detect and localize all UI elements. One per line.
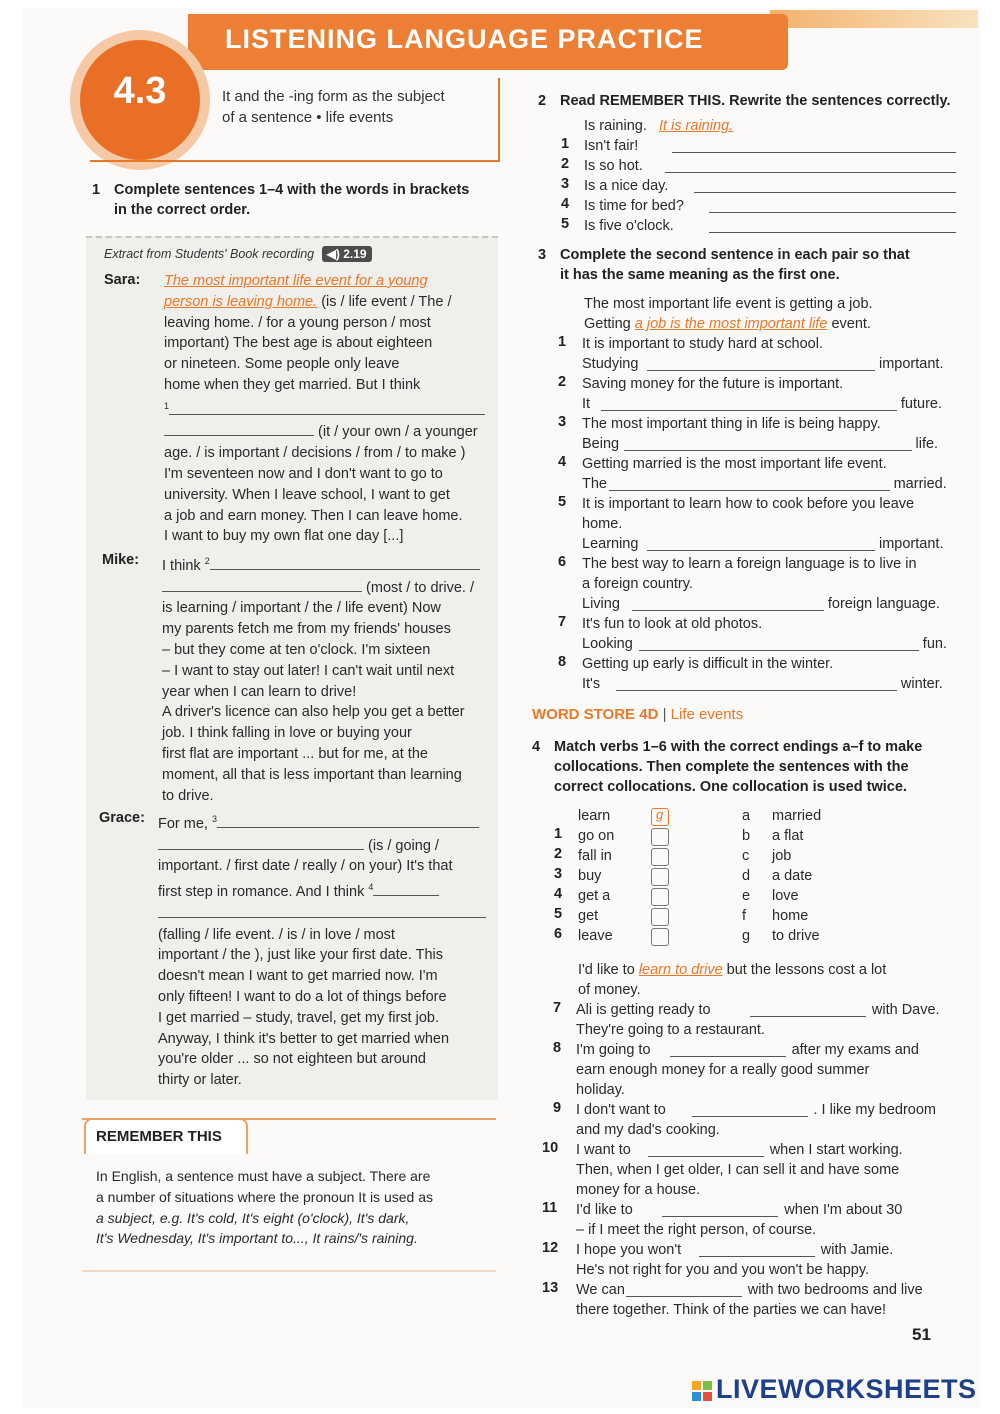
answer-line[interactable] [672,138,956,153]
instruction-text: Complete sentences 1–4 with the words in brackets [114,182,470,198]
sentence-number: 10 [542,1140,559,1156]
sentence-line: there together. Think of the parties we can have! [576,1302,887,1318]
passage-line: (it / your own / a younger [318,424,478,441]
sentence-post: with Dave. [871,1002,940,1018]
passage-line: year when I can learn to drive! [162,683,357,700]
passage-line: I want to buy my own flat one day [...] [164,528,404,545]
answer-line[interactable] [648,1142,764,1157]
item-text: Is five o'clock. [584,218,674,234]
subtitle-line: It and the -ing form as the subject [222,88,445,105]
word-store-label: WORD STORE 4D [532,706,659,723]
match-answer: g [656,807,664,822]
verb-number: 5 [554,906,563,922]
ending-letter: e [742,888,751,904]
verb-number: 3 [554,866,563,882]
track-number: 2.19 [343,247,367,261]
first-sentence: Saving money for the future is important. [582,376,844,392]
answer-line[interactable] [694,178,956,193]
verb-number: 2 [554,846,563,862]
item-number: 4 [558,454,567,470]
item-number: 3 [558,414,567,430]
verb: fall in [578,848,612,864]
answer-line[interactable] [639,636,919,651]
passage-line: you're older ... so not eighteen but around [158,1051,426,1068]
second-sentence-start: Looking [582,636,633,652]
sentence-pre: I want to [576,1142,631,1158]
passage-line: or nineteen. Some people only leave [164,356,400,373]
instruction-text: Complete the second sentence in each pair so that [560,247,910,263]
banner-fade [770,10,978,28]
exercise4-instruction [532,737,922,797]
passage-line: – I want to stay out later! I can't wait until next [162,662,455,679]
ending-letter: c [742,848,750,864]
page-title: LISTENING LANGUAGE PRACTICE [225,24,704,54]
word-store-heading [532,706,743,723]
passage-line: I think [162,557,201,574]
sentence-pre: I hope you won't [576,1242,682,1258]
rule-line: It's Wednesday, It's important to..., It rains/'s raining. [96,1230,418,1247]
exercise2-item [584,216,674,236]
second-sentence-end: foreign language. [827,596,940,612]
item-number: 2 [561,156,570,172]
second-sentence-start: It's [582,676,601,692]
sentence-line: – if I meet the right person, of course. [576,1222,817,1238]
match-box[interactable] [651,888,669,906]
exercise3-example-first: The most important life event is getting a job. [584,296,873,312]
passage-line: leaving home. / for a young person / most [164,314,431,331]
passage-line: (is / life event / The / [321,293,452,310]
verb: get [578,908,599,924]
item-number: 1 [558,334,567,350]
speaker-icon: ◀) [326,247,340,261]
answer-line[interactable] [699,1242,815,1257]
answer-line[interactable] [647,356,875,371]
example-answer: a job is the most important life [634,316,828,332]
exercise2-item [584,136,638,156]
example-post: but the lessons cost a lot [726,962,887,978]
passage-line: my parents fetch me from my friends' houses [162,621,451,638]
item-number: 5 [561,216,570,232]
gap-number: 1 [164,400,170,411]
exercise-number: 1 [92,182,101,198]
item-number: 7 [558,614,567,630]
instruction-text: collocations. Then complete the sentences with the [554,759,909,775]
second-sentence-start: Living [582,596,620,612]
item-number: 1 [561,136,570,152]
example-start: Getting [584,316,631,332]
item-text: Is time for bed? [584,198,684,214]
passage-line: first step in romance. And I think [158,884,365,901]
passage-line: thirty or later. [158,1072,242,1089]
sentence-number: 11 [542,1200,558,1216]
item-number: 2 [558,374,567,390]
passage-line: is learning / important / the / life event) Now [162,600,441,617]
second-sentence-end: fun. [922,636,947,652]
verb: go on [578,828,615,844]
verb: leave [578,928,613,944]
exercise2-example [584,116,733,136]
passage-line: important. / first date / really / on your) It's that [158,858,453,875]
sentence-post: after my exams and [791,1042,919,1058]
first-sentence: Getting married is the most important life event. [582,456,887,472]
grace-passage [158,809,494,1091]
gap-1-line[interactable] [169,400,485,415]
exercise2-item [584,176,668,196]
exercise4-example [578,960,886,980]
passage-line: important) The best age is about eighteen [164,335,433,352]
passage-line: A driver's licence can also help you get a better [162,704,465,721]
example-end: event. [831,316,871,332]
sentence-post: with Jamie. [820,1242,894,1258]
ending: love [772,888,799,904]
ending: to drive [772,928,820,944]
first-sentence: It's fun to look at old photos. [582,616,763,632]
remember-this-text [96,1166,488,1249]
instruction-text: Read REMEMBER THIS. Rewrite the sentences correctly. [560,93,951,109]
divider [90,160,500,162]
speaker-grace: Grace: [99,810,145,826]
answer-line[interactable] [647,536,875,551]
unit-number: 4.3 [113,70,167,112]
match-box[interactable] [651,828,669,846]
second-sentence-start: Learning [582,536,639,552]
exercise4-example-line2: of money. [578,982,641,998]
match-box[interactable] [651,848,669,866]
answer-line[interactable] [692,1102,808,1117]
subtitle-line: of a sentence • life events [222,109,394,126]
example-answer: learn to drive [638,962,723,978]
first-sentence: It is important to study hard at school. [582,336,823,352]
passage-line: (most / to drive. / [366,579,475,596]
word-store-topic: Life events [670,706,744,723]
answer-line[interactable] [626,1282,742,1297]
ending-letter: b [742,828,751,844]
sentence-number: 13 [542,1280,559,1296]
sentence-pre: I'm going to [576,1042,651,1058]
second-sentence-start: Studying [582,356,639,372]
passage-line: (is / going / [368,837,439,854]
first-sentence: The most important thing in life is being happy. [582,416,881,432]
ending-letter: d [742,868,751,884]
sentence-post: . I like my bedroom [813,1102,936,1118]
speaker-mike: Mike: [102,552,140,568]
passage-line: (falling / life event. / is / in love / most [158,926,395,943]
sentence-number: 7 [553,1000,562,1016]
passage-line: a job and earn money. Then I can leave home. [164,507,463,524]
answer-line[interactable] [670,1042,786,1057]
gap-number: 3 [211,814,217,824]
answer-line[interactable] [665,158,956,173]
sentence-line: earn enough money for a really good summer [576,1062,870,1078]
passage-line: doesn't mean I want to get married now. I'm [158,968,438,985]
gap-2-line[interactable] [210,555,480,570]
remember-this-title: REMEMBER THIS [96,1128,222,1145]
exercise-number: 2 [538,93,547,109]
ending-letter: g [742,928,751,944]
sentence-post: when I start working. [769,1142,903,1158]
sentence-post: when I'm about 30 [784,1202,903,1218]
item-text: Is a nice day. [584,178,669,194]
second-sentence-end: winter. [900,676,943,692]
exercise-number: 3 [538,247,547,263]
answer-line[interactable] [662,1202,778,1217]
sentence-pre: Ali is getting ready to [576,1002,711,1018]
passage-line: I'm seventeen now and I don't want to go to [164,466,443,482]
first-sentence: home. [582,516,623,532]
passage-line: important / the ), just like your first date. This [158,947,444,964]
lesson-subtitle [222,86,445,128]
exercise2-item [584,156,643,176]
ending: a date [772,868,813,884]
verb-number: 4 [554,886,563,902]
passage-line: Anyway, I think it's better to get married when [158,1030,450,1047]
verb: learn [578,808,611,824]
exercise1-instruction [92,180,469,220]
sentence-line: He's not right for you and you won't be happy. [576,1262,870,1278]
second-sentence-end: married. [893,476,947,492]
sara-answer[interactable]: person is leaving home. [164,293,318,310]
sara-passage [164,271,494,547]
first-sentence: The best way to learn a foreign language is to live in [582,556,917,572]
second-sentence-end: life. [915,436,939,452]
exercise3-example-second [584,314,871,334]
second-sentence-start: Being [582,436,620,452]
ending: married [772,808,822,824]
answer-line[interactable] [709,218,956,233]
passage-line: university. When I leave school, I want to get [164,486,450,503]
page-number: 51 [912,1325,931,1344]
gap-2-line[interactable] [162,577,362,592]
caption-text: Extract from Students' Book recording [104,247,315,261]
passage-line: For me, [158,815,208,832]
gap-3-line[interactable] [158,835,364,850]
gap-number: 4 [368,882,374,893]
ending-letter: a [742,808,751,824]
sentence-number: 12 [542,1240,559,1256]
sara-answer[interactable]: The most important life event for a young [164,273,428,289]
sentence-post: with two bedrooms and live [747,1282,923,1298]
sentence-line: holiday. [576,1082,625,1098]
match-box[interactable] [651,928,669,946]
item-number: 6 [558,554,567,570]
gap-4-line[interactable] [373,881,439,896]
second-sentence-end: important. [879,356,944,372]
instruction-text: in the correct order. [114,202,251,218]
passage-line: age. / is important / decisions / from / to make ) [164,445,466,462]
answer-line[interactable] [624,436,912,451]
answer-line[interactable] [609,476,890,491]
match-box[interactable] [651,908,669,926]
exercise3-instruction [538,245,910,285]
sentence-line: Then, when I get older, I can sell it and have some [576,1162,900,1178]
verb-number: 6 [554,926,563,942]
answer-line[interactable] [750,1002,866,1017]
passage-line: I get married – study, travel, get my first job. [158,1009,439,1026]
example-answer: It is raining. [658,118,734,134]
ending: a flat [772,828,804,844]
gap-1-line[interactable] [164,421,314,436]
second-sentence-end: future. [900,396,942,412]
passage-line: to drive. [162,787,214,804]
sentence-number: 9 [553,1100,562,1116]
answer-line[interactable] [709,198,956,213]
first-sentence: It is important to learn how to cook before you leave [582,496,915,512]
rule-line: a subject, e.g. It's cold, It's eight (o'clock), It's dark, [96,1209,410,1226]
second-sentence-end: important. [879,536,944,552]
divider [498,78,500,162]
exercise-number: 4 [532,739,541,755]
logo-grid-icon [692,1381,712,1401]
exercise2-instruction [538,91,951,111]
sentence-line: and my dad's cooking. [576,1122,720,1138]
passage-line: first flat are important ... but for me, at the [162,746,428,762]
mike-passage [162,551,494,806]
sentence-number: 8 [553,1040,562,1056]
sentence-line: money for a house. [576,1182,701,1198]
ending: home [772,908,809,924]
second-sentence-start: The [582,476,607,492]
example-pre: I'd like to [578,962,635,978]
item-number: 4 [561,196,570,212]
item-number: 3 [561,176,570,192]
rule-line: In English, a sentence must have a subject. There are [96,1168,431,1184]
item-number: 8 [558,654,567,670]
sentence-line: They're going to a restaurant. [576,1022,765,1038]
logo-text: LIVEWORKSHEETS [716,1374,977,1404]
gap-3-line[interactable] [217,813,479,828]
separator: | [662,706,667,723]
sentence-pre: I don't want to [576,1102,666,1118]
item-text: Is so hot. [584,158,643,174]
audio-badge[interactable] [322,246,372,262]
sentence-pre: We can [576,1282,625,1298]
match-box[interactable] [651,808,669,826]
passage-line: home when they get married. But I think [164,376,421,393]
first-sentence: Getting up early is difficult in the winter. [582,656,834,672]
sentence-pre: I'd like to [576,1202,633,1218]
passage-line: job. I think falling in love or buying your [162,725,412,742]
instruction-text: Match verbs 1–6 with the correct endings a–f to make [554,739,923,755]
answer-line[interactable] [632,596,824,611]
first-sentence: a foreign country. [582,576,693,592]
match-box[interactable] [651,868,669,886]
item-text: Isn't fair! [584,138,639,154]
rule-line: a number of situations where the pronoun It is used as [96,1188,433,1205]
gap-4-line[interactable] [158,903,486,918]
verb-number: 1 [554,826,563,842]
gap-number: 2 [204,556,210,566]
instruction-text: it has the same meaning as the first one. [560,267,840,283]
passage-line: moment, all that is less important than learning [162,766,462,783]
ending: job [772,848,792,864]
verb: buy [578,868,602,884]
ending-letter: f [742,908,747,924]
item-number: 5 [558,494,567,510]
instruction-text: correct collocations. One collocation is used twice. [554,779,907,795]
verb: get a [578,888,611,904]
liveworksheets-logo[interactable] [692,1374,977,1405]
example-prompt: Is raining. [584,118,647,134]
answer-line[interactable] [601,396,897,411]
recording-caption [104,246,372,262]
second-sentence-start: It [582,396,591,412]
passage-line: only fifteen! I want to do a lot of things before [158,989,447,1006]
passage-line: – but they come at ten o'clock. I'm sixteen [162,642,431,659]
exercise2-item [584,196,684,216]
speaker-sara: Sara: [104,272,141,288]
answer-line[interactable] [616,676,897,691]
